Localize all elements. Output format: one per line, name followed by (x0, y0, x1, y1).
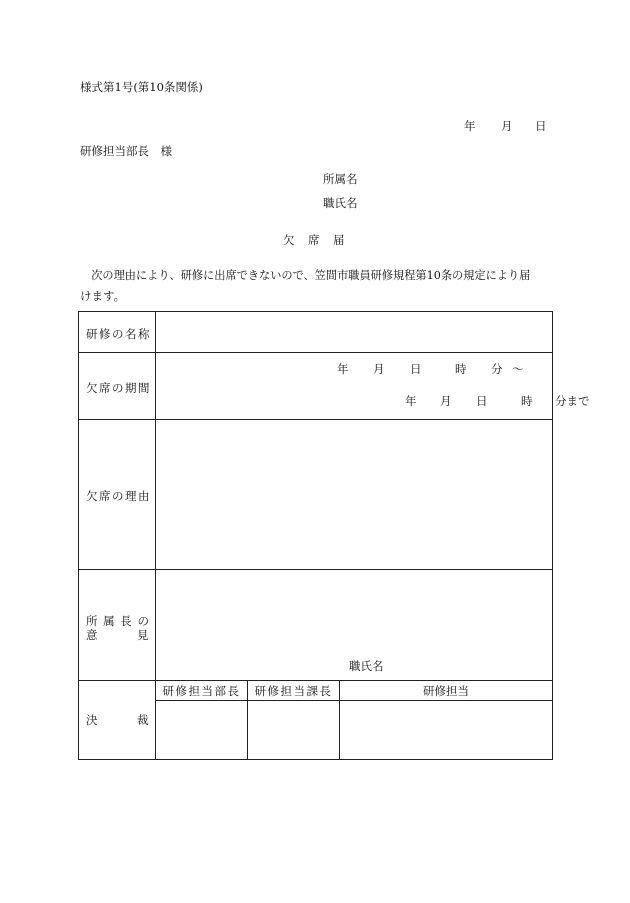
training-name-label-cell (79, 312, 156, 353)
opinion-field[interactable] (156, 570, 553, 681)
training-name-field[interactable] (156, 312, 553, 353)
form-number: 様式第1号(第10条関係) (80, 80, 203, 94)
row-absence-period (79, 353, 553, 420)
name-label: 職氏名 (323, 196, 358, 210)
date-month: 月 (501, 119, 513, 133)
approval-label-right: 裁 (137, 713, 149, 727)
reason-field[interactable] (156, 420, 553, 570)
period-tilde: ～ (512, 362, 524, 376)
approval-stamp-training-staff[interactable] (340, 701, 553, 760)
row-reason (79, 420, 553, 570)
opinion-label-line-1: 所 属 長 の (86, 614, 150, 628)
period-to-minute-until: 分まで (555, 394, 590, 408)
date-year: 年 (464, 119, 476, 133)
training-name-label: 研修の名称 (86, 327, 151, 341)
absence-form-table (78, 311, 590, 760)
period-from-day: 日 (410, 362, 422, 376)
reason-label-cell (79, 420, 156, 570)
row-approval-header (79, 681, 553, 701)
approval-stamp-division-head[interactable] (156, 701, 248, 760)
period-from-month: 月 (373, 362, 385, 376)
approval-col-training-staff: 研修担当 (340, 681, 553, 701)
absence-period-label-cell (79, 353, 156, 420)
approval-label-left: 決 (86, 713, 98, 727)
opinion-name-label: 職氏名 (349, 659, 384, 673)
approval-col-division-head: 研修担当部長 (156, 681, 248, 701)
absence-period-field[interactable] (156, 353, 590, 420)
statement-line-1: 次の理由により、研修に出席できないので、笠間市職員研修規程第10条の規定により届 (80, 269, 531, 282)
document-title: 欠 席 届 (283, 233, 346, 247)
statement-line-2: けます。 (80, 289, 126, 303)
period-from-hour: 時 (455, 362, 467, 376)
opinion-label-line-2-right: 見 (137, 628, 149, 642)
row-opinion (79, 570, 553, 681)
approval-label-cell (79, 681, 156, 760)
approval-col-section-head: 研修担当課長 (248, 681, 340, 701)
period-to-month: 月 (440, 394, 452, 408)
period-from-minute: 分 (491, 362, 503, 376)
period-to-hour: 時 (521, 394, 533, 408)
date-day: 日 (535, 119, 547, 133)
period-from-year: 年 (337, 362, 349, 376)
opinion-label-cell (79, 570, 156, 681)
opinion-label-line-2-left: 意 (86, 628, 98, 642)
approval-stamp-section-head[interactable] (248, 701, 340, 760)
addressee: 研修担当部長 様 (80, 144, 172, 158)
reason-label: 欠席の理由 (86, 489, 151, 503)
period-to-year: 年 (405, 394, 417, 408)
period-to-day: 日 (476, 394, 488, 408)
absence-period-label: 欠席の期間 (86, 381, 151, 395)
affiliation-label: 所属名 (323, 172, 358, 186)
row-training-name (79, 312, 553, 353)
